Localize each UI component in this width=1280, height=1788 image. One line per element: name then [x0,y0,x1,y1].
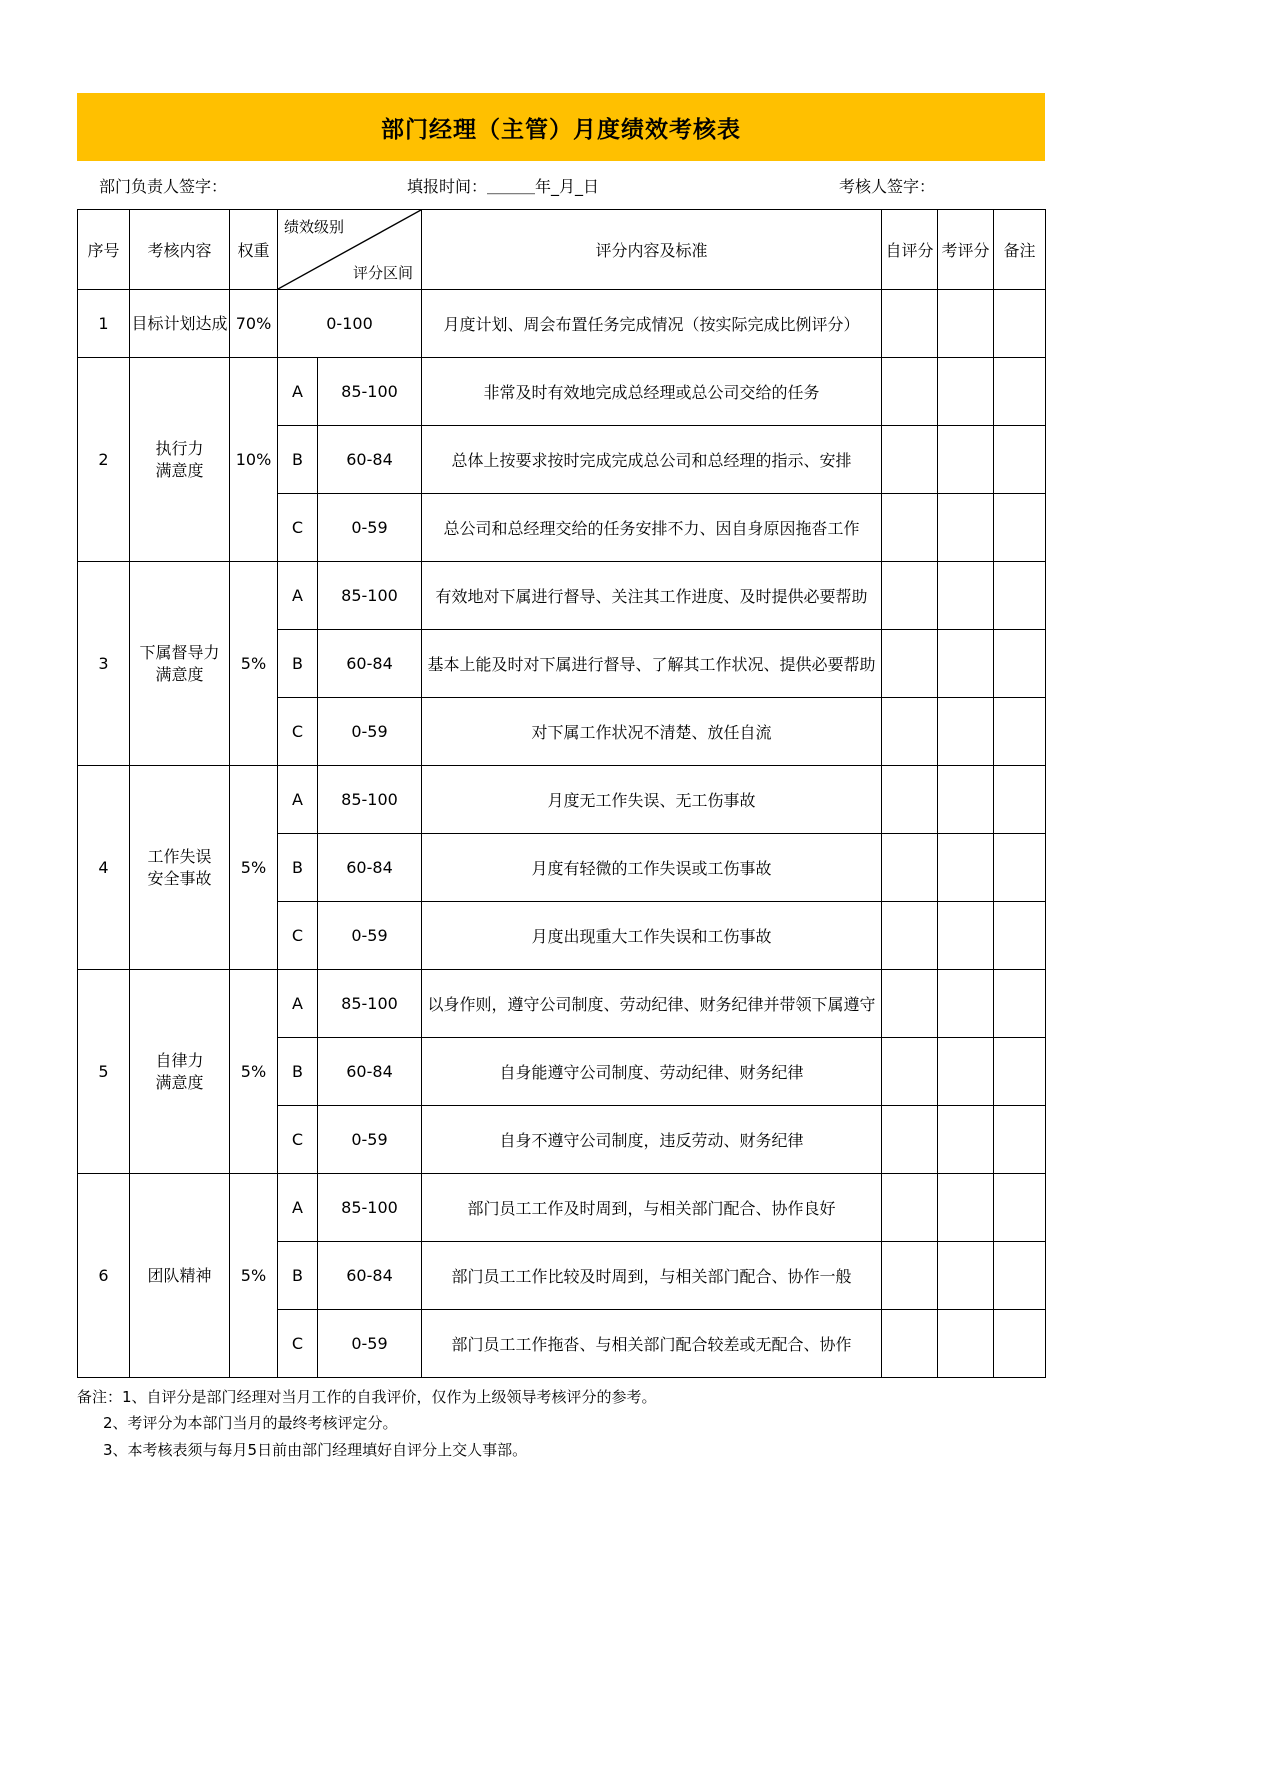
row-item-line1: 执行力 [155,438,204,458]
self-score-cell[interactable] [882,902,938,970]
grade-level: B [278,630,318,698]
header-criteria: 评分内容及标准 [422,210,882,290]
remark-cell[interactable] [994,766,1046,834]
grade-range: 0-59 [318,902,422,970]
assess-score-cell[interactable] [938,494,994,562]
self-score-cell[interactable] [882,698,938,766]
footnote-3: 3、本考核表须与每月5日前由部门经理填好自评分上交人事部。 [103,1440,528,1459]
row-criteria: 月度计划、周会布置任务完成情况（按实际完成比例评分） [422,290,882,358]
remark-cell[interactable] [994,834,1046,902]
footnotes [77,1384,1045,1463]
row-no: 1 [78,290,130,358]
header-level-range [278,210,422,290]
grade-range: 60-84 [318,834,422,902]
remark-cell[interactable] [994,290,1046,358]
self-score-cell[interactable] [882,1174,938,1242]
footnote-2: 2、考评分为本部门当月的最终考核评定分。 [103,1414,398,1433]
table-row [78,562,1046,630]
self-score-cell[interactable] [882,630,938,698]
assess-score-cell[interactable] [938,1038,994,1106]
self-score-cell[interactable] [882,358,938,426]
assess-score-cell[interactable] [938,290,994,358]
header-level-label: 绩效级别 [284,218,345,236]
grade-level: A [278,970,318,1038]
assess-score-cell[interactable] [938,902,994,970]
grade-level: B [278,426,318,494]
grade-range: 60-84 [318,426,422,494]
self-score-cell[interactable] [882,766,938,834]
grade-criteria: 部门员工工作拖沓、与相关部门配合较差或无配合、协作 [422,1310,882,1378]
row-item-line2: 满意度 [155,460,204,480]
page-title: 部门经理（主管）月度绩效考核表 [381,116,741,143]
remark-cell[interactable] [994,698,1046,766]
grade-range: 0-59 [318,1310,422,1378]
table-row [78,290,1046,358]
row-weight: 5% [230,970,278,1174]
grade-criteria: 非常及时有效地完成总经理或总公司交给的任务 [422,358,882,426]
appraisal-table [77,209,1046,1378]
grade-range: 85-100 [318,766,422,834]
table-row [78,766,1046,834]
grade-range: 60-84 [318,1242,422,1310]
grade-range: 85-100 [318,562,422,630]
self-score-cell[interactable] [882,1242,938,1310]
assess-score-cell[interactable] [938,1310,994,1378]
remark-cell[interactable] [994,630,1046,698]
assess-score-cell[interactable] [938,562,994,630]
table-row [78,358,1046,426]
remark-cell[interactable] [994,494,1046,562]
grade-level: C [278,902,318,970]
grade-criteria: 月度无工作失误、无工伤事故 [422,766,882,834]
row-weight: 5% [230,562,278,766]
self-score-cell[interactable] [882,1106,938,1174]
grade-level: B [278,1242,318,1310]
grade-criteria: 自身不遵守公司制度，违反劳动、财务纪律 [422,1106,882,1174]
assess-score-cell[interactable] [938,1106,994,1174]
table-row [78,1174,1046,1242]
row-item-line1: 自律力 [155,1050,204,1070]
remark-cell[interactable] [994,426,1046,494]
grade-criteria: 基本上能及时对下属进行督导、了解其工作状况、提供必要帮助 [422,630,882,698]
remark-cell[interactable] [994,1106,1046,1174]
row-no: 5 [78,970,130,1174]
self-score-cell[interactable] [882,562,938,630]
row-item: 团队精神 [130,1174,230,1378]
remark-cell[interactable] [994,1242,1046,1310]
grade-criteria: 自身能遵守公司制度、劳动纪律、财务纪律 [422,1038,882,1106]
grade-range: 60-84 [318,630,422,698]
grade-range: 0-59 [318,494,422,562]
fill-date-label: 填报时间：＿＿＿年_月_日 [407,176,600,196]
header-content: 考核内容 [130,210,230,290]
header-weight: 权重 [230,210,278,290]
grade-level: C [278,698,318,766]
row-item: 目标计划达成 [130,290,230,358]
assess-score-cell[interactable] [938,426,994,494]
row-item-line1: 工作失误 [147,846,212,866]
grade-criteria: 有效地对下属进行督导、关注其工作进度、及时提供必要帮助 [422,562,882,630]
self-score-cell[interactable] [882,290,938,358]
grade-criteria: 对下属工作状况不清楚、放任自流 [422,698,882,766]
grade-level: A [278,1174,318,1242]
row-item [130,358,230,562]
grade-range: 0-59 [318,698,422,766]
row-item [130,970,230,1174]
row-item-line2: 满意度 [155,664,204,684]
grade-level: A [278,358,318,426]
grade-range: 60-84 [318,1038,422,1106]
grade-range: 85-100 [318,970,422,1038]
header-range-label: 评分区间 [352,264,413,282]
row-item-line1: 下属督导力 [139,642,220,662]
assess-score-cell[interactable] [938,970,994,1038]
row-weight: 5% [230,1174,278,1378]
grade-criteria: 总体上按要求按时完成完成总公司和总经理的指示、安排 [422,426,882,494]
grade-range: 85-100 [318,1174,422,1242]
row-no: 6 [78,1174,130,1378]
remark-cell[interactable] [994,1310,1046,1378]
grade-criteria: 总公司和总经理交给的任务安排不力、因自身原因拖沓工作 [422,494,882,562]
remark-cell[interactable] [994,1174,1046,1242]
remark-cell[interactable] [994,358,1046,426]
row-item-line2: 安全事故 [147,868,212,888]
grade-criteria: 月度出现重大工作失误和工伤事故 [422,902,882,970]
grade-level: B [278,1038,318,1106]
self-score-cell[interactable] [882,1310,938,1378]
remark-cell[interactable] [994,562,1046,630]
worksheet [77,93,1045,1463]
grade-range: 85-100 [318,358,422,426]
self-score-cell[interactable] [882,426,938,494]
grade-criteria: 部门员工工作比较及时周到，与相关部门配合、协作一般 [422,1242,882,1310]
footnote-1: 备注：1、自评分是部门经理对当月工作的自我评价，仅作为上级领导考核评分的参考。 [77,1388,657,1406]
assess-score-cell[interactable] [938,1242,994,1310]
grade-criteria: 月度有轻微的工作失误或工伤事故 [422,834,882,902]
table-row [78,970,1046,1038]
self-score-cell[interactable] [882,834,938,902]
assess-score-cell[interactable] [938,1174,994,1242]
remark-cell[interactable] [994,970,1046,1038]
row-no: 2 [78,358,130,562]
grade-level: C [278,1310,318,1378]
self-score-cell[interactable] [882,1038,938,1106]
assess-score-cell[interactable] [938,834,994,902]
grade-level: C [278,494,318,562]
row-item-line2: 满意度 [155,1072,204,1092]
grade-range: 0-59 [318,1106,422,1174]
row-weight: 70% [230,290,278,358]
grade-level: C [278,1106,318,1174]
header-assess-score: 考评分 [938,210,994,290]
row-no: 4 [78,766,130,970]
self-score-cell[interactable] [882,494,938,562]
grade-criteria: 以身作则，遵守公司制度、劳动纪律、财务纪律并带领下属遵守 [422,970,882,1038]
row-no: 3 [78,562,130,766]
grade-level: B [278,834,318,902]
assess-score-cell[interactable] [938,358,994,426]
header-self-score: 自评分 [882,210,938,290]
dept-head-signature-label: 部门负责人签字： [99,176,228,196]
table-header-row [78,210,1046,290]
grade-level: A [278,562,318,630]
grade-level: A [278,766,318,834]
grade-criteria: 部门员工工作及时周到，与相关部门配合、协作良好 [422,1174,882,1242]
row-item [130,766,230,970]
assessor-signature-label: 考核人签字： [839,176,936,196]
remark-cell[interactable] [994,902,1046,970]
assess-score-cell[interactable] [938,630,994,698]
row-range: 0-100 [278,290,422,358]
row-item [130,562,230,766]
row-weight: 5% [230,766,278,970]
self-score-cell[interactable] [882,970,938,1038]
remark-cell[interactable] [994,1038,1046,1106]
title-banner [77,93,1045,161]
assess-score-cell[interactable] [938,698,994,766]
header-remark: 备注 [994,210,1046,290]
assess-score-cell[interactable] [938,766,994,834]
row-weight: 10% [230,358,278,562]
header-no: 序号 [78,210,130,290]
signature-row [77,161,1045,209]
